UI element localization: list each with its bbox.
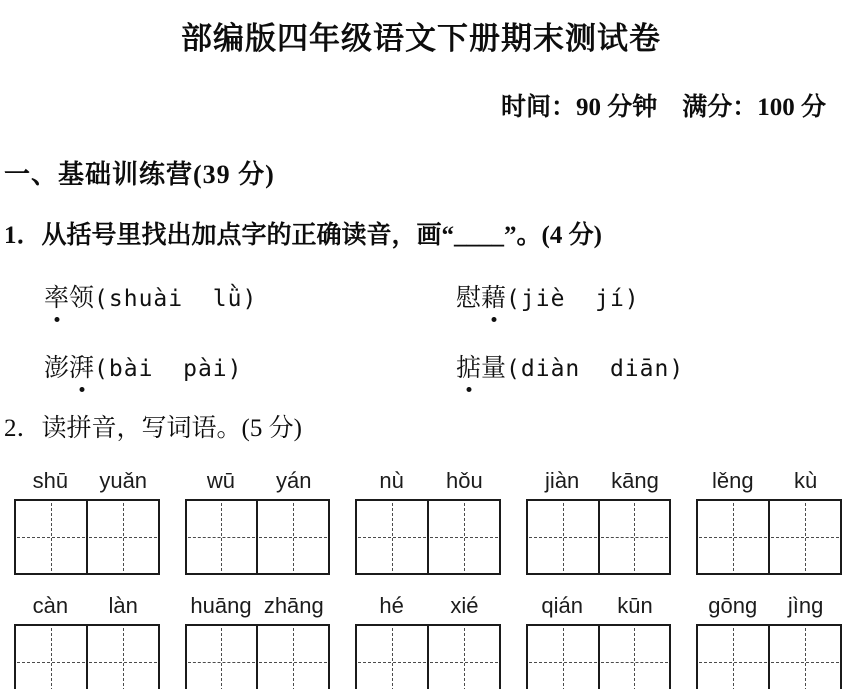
pinyin-syllable: kūn <box>617 593 653 618</box>
pinyin-syllable: làn <box>108 593 138 618</box>
writing-cell <box>16 501 86 573</box>
pinyin-syllable: hǒu <box>446 468 483 493</box>
pinyin-syllable: wū <box>206 468 236 493</box>
writing-boxes <box>696 499 842 575</box>
pinyin-label <box>526 468 672 494</box>
page-title: 部编版四年级语文下册期末测试卷 <box>181 21 661 56</box>
writing-cell <box>768 501 840 573</box>
hanzi-char: 领 <box>69 285 95 312</box>
pinyin-syllable: xié <box>450 593 479 618</box>
section-heading: 一、基础训练营(39 分) <box>4 160 275 189</box>
pinyin-syllable: kù <box>793 468 818 493</box>
writing-cell <box>528 501 598 573</box>
writing-cell <box>598 501 670 573</box>
writing-cell <box>598 626 670 689</box>
writing-box-group <box>526 593 672 689</box>
writing-cell <box>427 626 499 689</box>
writing-cell <box>16 626 86 689</box>
writing-cell <box>528 626 598 689</box>
pinyin-syllable: hé <box>379 593 404 618</box>
pinyin-syllable: gōng <box>708 593 758 618</box>
writing-cell <box>698 501 768 573</box>
pinyin-syllable: shū <box>32 468 69 493</box>
question1-word-list <box>44 278 842 384</box>
pinyin-syllable: jìng <box>787 593 824 618</box>
pinyin-syllable: jiàn <box>545 468 580 493</box>
pinyin-options: (shuài lǜ) <box>94 286 258 312</box>
pinyin-syllable: nù <box>379 468 404 493</box>
writing-cell <box>187 626 257 689</box>
writing-cell <box>86 626 158 689</box>
pinyin-syllable: lěng <box>711 468 754 493</box>
pinyin-syllable: qián <box>541 593 583 618</box>
writing-cell <box>86 501 158 573</box>
writing-cell <box>187 501 257 573</box>
hanzi-char: 澎 <box>44 355 70 382</box>
writing-cell <box>256 626 328 689</box>
writing-cell <box>256 501 328 573</box>
writing-box-group <box>185 593 331 689</box>
exam-paper-page <box>0 13 842 689</box>
pinyin-syllable: huāng <box>190 593 252 618</box>
writing-box-group <box>355 593 501 689</box>
pinyin-box-row-2 <box>14 593 842 689</box>
writing-boxes <box>14 499 160 575</box>
pinyin-options: (bài pài) <box>94 356 243 382</box>
question1-stem: 1．从括号里找出加点字的正确读音，画“____”。(4 分) <box>4 222 602 249</box>
pinyin-options: (jiè jí) <box>506 286 640 312</box>
writing-box-group <box>526 468 672 575</box>
writing-boxes <box>526 499 672 575</box>
pinyin-syllable: zhāng <box>263 593 324 618</box>
writing-cell <box>427 501 499 573</box>
writing-box-group <box>14 468 160 575</box>
writing-box-group <box>355 468 501 575</box>
pinyin-label <box>14 593 160 619</box>
writing-boxes <box>185 499 331 575</box>
question2-stem: 2．读拼音，写词语。(5 分) <box>4 415 302 442</box>
pinyin-syllable: càn <box>32 593 69 618</box>
pinyin-label <box>526 593 672 619</box>
pinyin-label <box>696 593 842 619</box>
pinyin-label <box>355 468 501 494</box>
writing-boxes <box>14 624 160 689</box>
writing-cell <box>768 626 840 689</box>
writing-cell <box>357 626 427 689</box>
pinyin-label <box>14 468 160 494</box>
pinyin-syllable: yán <box>276 468 312 493</box>
word-item <box>456 348 842 384</box>
writing-box-group <box>696 468 842 575</box>
pinyin-options: (diàn diān) <box>506 356 685 382</box>
hanzi-char: 慰 <box>456 285 482 312</box>
pinyin-label <box>185 468 331 494</box>
hanzi-char-dotted: 湃 <box>69 348 94 384</box>
writing-cell <box>698 626 768 689</box>
hanzi-char-dotted: 率 <box>44 278 69 314</box>
word-item <box>44 278 456 314</box>
pinyin-syllable: yuǎn <box>99 468 148 493</box>
hanzi-char-dotted: 藉 <box>481 278 506 314</box>
writing-box-group <box>696 593 842 689</box>
writing-boxes <box>696 624 842 689</box>
pinyin-label <box>355 593 501 619</box>
exam-time-score-line: 时间：90 分钟 满分：100 分 <box>500 94 826 121</box>
writing-box-group <box>185 468 331 575</box>
hanzi-char: 量 <box>481 355 507 382</box>
writing-cell <box>357 501 427 573</box>
pinyin-box-row-1 <box>14 468 842 575</box>
writing-boxes <box>526 624 672 689</box>
word-item <box>456 278 842 314</box>
word-item <box>44 348 456 384</box>
writing-box-group <box>14 593 160 689</box>
hanzi-char-dotted: 掂 <box>456 348 481 384</box>
writing-boxes <box>355 499 501 575</box>
pinyin-label <box>185 593 331 619</box>
pinyin-syllable: kāng <box>611 468 659 493</box>
pinyin-label <box>696 468 842 494</box>
writing-boxes <box>355 624 501 689</box>
writing-boxes <box>185 624 331 689</box>
